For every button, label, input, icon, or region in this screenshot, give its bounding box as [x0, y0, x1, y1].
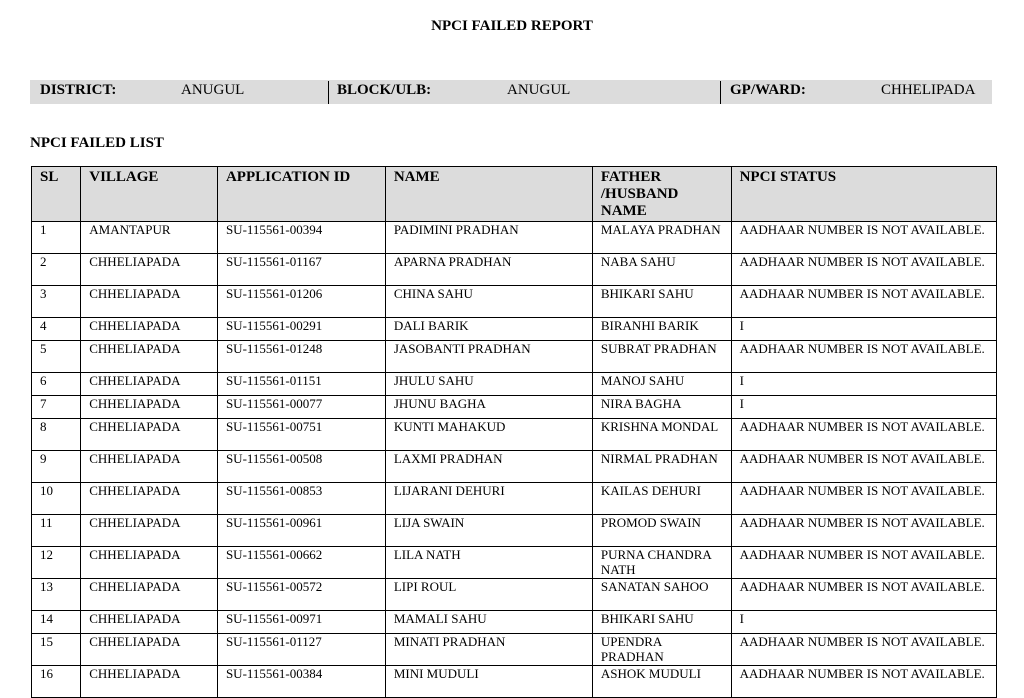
cell-npci-status: AADHAAR NUMBER IS NOT AVAILABLE.: [731, 286, 996, 318]
table-row: [32, 515, 997, 547]
table-row: [32, 373, 997, 396]
cell-sl: 1: [32, 222, 81, 254]
cell-name: KUNTI MAHAKUD: [385, 419, 592, 451]
cell-npci-status: AADHAAR NUMBER IS NOT AVAILABLE.: [731, 419, 996, 451]
block-label: BLOCK/ULB:: [337, 82, 432, 98]
cell-village: CHHELIAPADA: [81, 666, 218, 698]
cell-sl: 3: [32, 286, 81, 318]
cell-name: JASOBANTI PRADHAN: [385, 341, 592, 373]
cell-name: PADIMINI PRADHAN: [385, 222, 592, 254]
cell-name: LIJARANI DEHURI: [385, 483, 592, 515]
cell-application-id: SU-115561-01127: [217, 634, 385, 666]
npci-failed-table: [31, 166, 997, 698]
table-row: [32, 483, 997, 515]
cell-village: CHHELIAPADA: [81, 634, 218, 666]
header-sl: SL: [32, 167, 81, 222]
cell-father-husband-name: MANOJ SAHU: [592, 373, 731, 396]
cell-father-husband-name: MALAYA PRADHAN: [592, 222, 731, 254]
cell-village: CHHELIAPADA: [81, 611, 218, 634]
cell-sl: 16: [32, 666, 81, 698]
header-father-husband-name: [592, 167, 731, 222]
cell-sl: 10: [32, 483, 81, 515]
header-name: NAME: [385, 167, 592, 222]
report-title: NPCI FAILED REPORT: [431, 18, 593, 34]
cell-village: CHHELIAPADA: [81, 341, 218, 373]
table-body: [32, 222, 997, 698]
header-village: VILLAGE: [81, 167, 218, 222]
table-row: [32, 579, 997, 611]
cell-father-husband-name: BHIKARI SAHU: [592, 611, 731, 634]
cell-application-id: SU-115561-00961: [217, 515, 385, 547]
district-label: DISTRICT:: [40, 82, 117, 98]
header-father-line: NAME: [600, 203, 647, 219]
cell-application-id: SU-115561-01206: [217, 286, 385, 318]
cell-npci-status: AADHAAR NUMBER IS NOT AVAILABLE.: [731, 547, 996, 579]
cell-village: CHHELIAPADA: [81, 396, 218, 419]
cell-father-husband-name: NIRMAL PRADHAN: [592, 451, 731, 483]
info-divider: [328, 81, 329, 104]
cell-sl: 8: [32, 419, 81, 451]
cell-father-husband-name: NIRA BAGHA: [592, 396, 731, 419]
cell-application-id: SU-115561-01151: [217, 373, 385, 396]
gp-value: CHHELIPADA: [881, 82, 976, 98]
district-value: ANUGUL: [181, 82, 245, 98]
cell-npci-status: AADHAAR NUMBER IS NOT AVAILABLE.: [731, 579, 996, 611]
cell-father-husband-name: UPENDRA PRADHAN: [592, 634, 731, 666]
cell-father-husband-name: BIRANHI BARIK: [592, 318, 731, 341]
cell-village: AMANTAPUR: [81, 222, 218, 254]
cell-sl: 11: [32, 515, 81, 547]
cell-npci-status: AADHAAR NUMBER IS NOT AVAILABLE.: [731, 222, 996, 254]
table-row: [32, 611, 997, 634]
table-row: [32, 666, 997, 698]
gp-label: GP/WARD:: [730, 82, 806, 98]
table-row: [32, 419, 997, 451]
cell-village: CHHELIAPADA: [81, 286, 218, 318]
cell-npci-status: AADHAAR NUMBER IS NOT AVAILABLE.: [731, 254, 996, 286]
cell-father-husband-name: BHIKARI SAHU: [592, 286, 731, 318]
cell-sl: 14: [32, 611, 81, 634]
cell-village: CHHELIAPADA: [81, 483, 218, 515]
cell-sl: 6: [32, 373, 81, 396]
cell-application-id: SU-115561-00751: [217, 419, 385, 451]
cell-application-id: SU-115561-00394: [217, 222, 385, 254]
cell-name: CHINA SAHU: [385, 286, 592, 318]
block-value: ANUGUL: [507, 82, 571, 98]
cell-village: CHHELIAPADA: [81, 373, 218, 396]
header-application-id: APPLICATION ID: [217, 167, 385, 222]
cell-application-id: SU-115561-00077: [217, 396, 385, 419]
cell-application-id: SU-115561-00662: [217, 547, 385, 579]
cell-sl: 13: [32, 579, 81, 611]
header-father-line: /HUSBAND: [600, 186, 679, 202]
header-npci-status: NPCI STATUS: [731, 167, 996, 222]
cell-application-id: SU-115561-00853: [217, 483, 385, 515]
table-header-row: [32, 167, 997, 222]
info-divider: [720, 81, 721, 104]
table-row: [32, 318, 997, 341]
cell-application-id: SU-115561-00572: [217, 579, 385, 611]
cell-father-husband-name: SANATAN SAHOO: [592, 579, 731, 611]
cell-npci-status: I: [731, 373, 996, 396]
cell-village: CHHELIAPADA: [81, 579, 218, 611]
cell-sl: 4: [32, 318, 81, 341]
cell-father-husband-name: PROMOD SWAIN: [592, 515, 731, 547]
cell-application-id: SU-115561-00971: [217, 611, 385, 634]
section-title: NPCI FAILED LIST: [30, 135, 164, 151]
cell-application-id: SU-115561-00384: [217, 666, 385, 698]
table-row: [32, 547, 997, 579]
cell-father-husband-name: SUBRAT PRADHAN: [592, 341, 731, 373]
table-row: [32, 222, 997, 254]
cell-application-id: SU-115561-01167: [217, 254, 385, 286]
cell-father-husband-name: KRISHNA MONDAL: [592, 419, 731, 451]
cell-village: CHHELIAPADA: [81, 547, 218, 579]
table-row: [32, 286, 997, 318]
cell-name: MAMALI SAHU: [385, 611, 592, 634]
cell-father-husband-name: KAILAS DEHURI: [592, 483, 731, 515]
header-father-line: FATHER: [600, 169, 662, 185]
cell-name: LIJA SWAIN: [385, 515, 592, 547]
cell-village: CHHELIAPADA: [81, 515, 218, 547]
cell-sl: 7: [32, 396, 81, 419]
cell-npci-status: I: [731, 396, 996, 419]
cell-npci-status: AADHAAR NUMBER IS NOT AVAILABLE.: [731, 515, 996, 547]
table-row: [32, 634, 997, 666]
table-row: [32, 254, 997, 286]
cell-father-husband-name: ASHOK MUDULI: [592, 666, 731, 698]
cell-sl: 12: [32, 547, 81, 579]
cell-name: LAXMI PRADHAN: [385, 451, 592, 483]
cell-sl: 2: [32, 254, 81, 286]
cell-application-id: SU-115561-00291: [217, 318, 385, 341]
cell-application-id: SU-115561-01248: [217, 341, 385, 373]
cell-npci-status: AADHAAR NUMBER IS NOT AVAILABLE.: [731, 634, 996, 666]
cell-father-husband-name: NABA SAHU: [592, 254, 731, 286]
location-info-bar: [30, 80, 992, 104]
cell-father-husband-name: PURNA CHANDRA NATH: [592, 547, 731, 579]
cell-village: CHHELIAPADA: [81, 318, 218, 341]
cell-village: CHHELIAPADA: [81, 254, 218, 286]
cell-name: DALI BARIK: [385, 318, 592, 341]
cell-name: MINI MUDULI: [385, 666, 592, 698]
cell-name: JHUNU BAGHA: [385, 396, 592, 419]
cell-sl: 15: [32, 634, 81, 666]
cell-name: JHULU SAHU: [385, 373, 592, 396]
cell-npci-status: AADHAAR NUMBER IS NOT AVAILABLE.: [731, 483, 996, 515]
cell-name: LIPI ROUL: [385, 579, 592, 611]
table-row: [32, 451, 997, 483]
cell-sl: 5: [32, 341, 81, 373]
cell-sl: 9: [32, 451, 81, 483]
cell-name: MINATI PRADHAN: [385, 634, 592, 666]
cell-npci-status: AADHAAR NUMBER IS NOT AVAILABLE.: [731, 341, 996, 373]
cell-npci-status: AADHAAR NUMBER IS NOT AVAILABLE.: [731, 451, 996, 483]
cell-village: CHHELIAPADA: [81, 451, 218, 483]
cell-npci-status: AADHAAR NUMBER IS NOT AVAILABLE.: [731, 666, 996, 698]
cell-name: LILA NATH: [385, 547, 592, 579]
cell-name: APARNA PRADHAN: [385, 254, 592, 286]
cell-npci-status: I: [731, 611, 996, 634]
table-row: [32, 341, 997, 373]
cell-application-id: SU-115561-00508: [217, 451, 385, 483]
table-row: [32, 396, 997, 419]
cell-npci-status: I: [731, 318, 996, 341]
cell-village: CHHELIAPADA: [81, 419, 218, 451]
